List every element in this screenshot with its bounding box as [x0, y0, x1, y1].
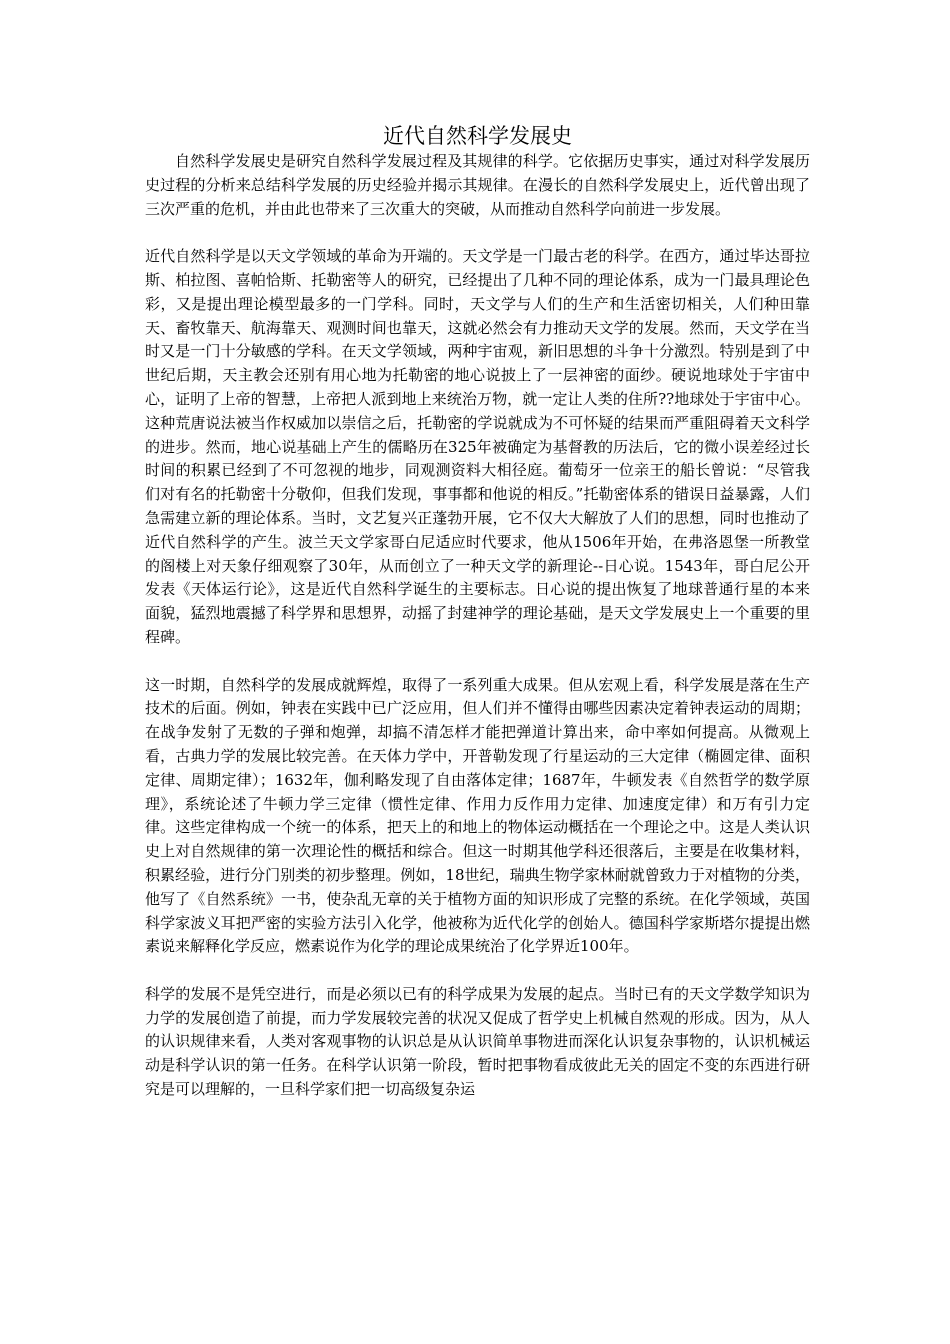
paragraph-astronomy: 近代自然科学是以天文学领域的革命为开端的。天文学是一门最古老的科学。在西方，通过毕达哥拉斯、柏拉图、喜帕恰斯、托勒密等人的研究，已经提出了几种不同的理论体系，成为一门最具理论色彩，又是提出理论模型最多的一门学科。同时，天文学与人们的生产和生活密切相关，人们种田靠天、畜牧靠天、航海靠天、观测时间也靠天，这就必然会有力推动天文学的发展。然而，天文学在当时又是一门十分敏感的学科。在天文学领域，两种宇宙观，新旧思想的斗争十分激烈。特别是到了中世纪后期，天主教会还别有用心地为托勒密的地心说披上了一层神密的面纱。硬说地球处于宇宙中心，证明了上帝的智慧，上帝把人派到地上来统治万物，就一定让人类的住所??地球处于宇宙中心。这种荒唐说法被当作权威加以崇信之后，托勒密的学说就成为不可怀疑的结果而严重阻碍着天文科学的进步。然而，地心说基础上产生的儒略历在325年被确定为基督教的历法后，它的微小误差经过长时间的积累已经到了不可忽视的地步，同观测资料大相径庭。葡萄牙一位亲王的船长曾说：“尽管我们对有名的托勒密十分敬仰，但我们发现，事事都和他说的相反。”托勒密体系的错误日益暴露，人们急需建立新的理论体系。当时，文艺复兴正蓬勃开展，它不仅大大解放了人们的思想，同时也推动了近代自然科学的产生。波兰天文学家哥白尼适应时代要求，他从1506年开始，在弗洛恩堡一所教堂的阁楼上对天象仔细观察了30年，从而创立了一种天文学的新理论--日心说。1543年，哥白尼公开发表《天体运行论》，这是近代自然科学诞生的主要标志。日心说的提出恢复了地球普通行星的本来面貌，猛烈地震撼了科学界和思想界，动摇了封建神学的理论基础，是天文学发展史上一个重要的里程碑。 [145, 247, 810, 646]
document-body [145, 122, 810, 1102]
paragraph-gap [145, 650, 810, 674]
paragraph-gap [145, 959, 810, 983]
document-title: 近代自然科学发展史 [383, 124, 572, 148]
paragraph-achievements: 这一时期，自然科学的发展成就辉煌，取得了一系列重大成果。但从宏观上看，科学发展是落在生产技术的后面。例如，钟表在实践中已广泛应用，但人们并不懂得由哪些因素决定着钟表运动的周期；在战争发射了无数的子弹和炮弹，却搞不清怎样才能把弹道计算出来，命中率如何提高。从微观上看，古典力学的发展比较完善。在天体力学中，开普勒发现了行星运动的三大定律（椭圆定律、面积定律、周期定律）；1632年，伽利略发现了自由落体定律；1687年，牛顿发表《自然哲学的数学原理》，系统论述了牛顿力学三定律（惯性定律、作用力反作用力定律、加速度定律）和万有引力定律。这些定律构成一个统一的体系，把天上的和地上的物体运动概括在一个理论之中。这是人类认识史上对自然规律的第一次理论性的概括和综合。但这一时期其他学科还很落后，主要是在收集材料，积累经验，进行分门别类的初步整理。例如，18世纪，瑞典生物学家林耐就曾致力于对植物的分类，他写了《自然系统》一书，使杂乱无章的关于植物方面的知识形成了完整的系统。在化学领域，英国科学家波义耳把严密的实验方法引入化学，他被称为近代化学的创始人。德国科学家斯塔尔提提出燃素说来解释化学反应，燃素说作为化学的理论成果统治了化学界近100年。 [145, 675, 810, 956]
paragraph-gap [145, 221, 810, 245]
paragraph-intro: 自然科学发展史是研究自然科学发展过程及其规律的科学。它依据历史事实，通过对科学发展历史过程的分析来总结科学发展的历史经验并揭示其规律。在漫长的自然科学发展史上，近代曾出现了三次严重的危机，并由此也带来了三次重大的突破，从而推动自然科学向前进一步发展。 [145, 152, 810, 218]
paragraph-development: 科学的发展不是凭空进行，而是必须以已有的科学成果为发展的起点。当时已有的天文学数学知识为力学的发展创造了前提，而力学发展较完善的状况又促成了哲学史上机械自然观的形成。因为，从人的认识规律来看，人类对客观事物的认识总是从认识简单事物进而深化认识复杂事物的，认识机械运动是科学认识的第一任务。在科学认识第一阶段，暂时把事物看成彼此无关的固定不变的东西进行研究是可以理解的，一旦科学家们把一切高级复杂运 [145, 984, 810, 1099]
